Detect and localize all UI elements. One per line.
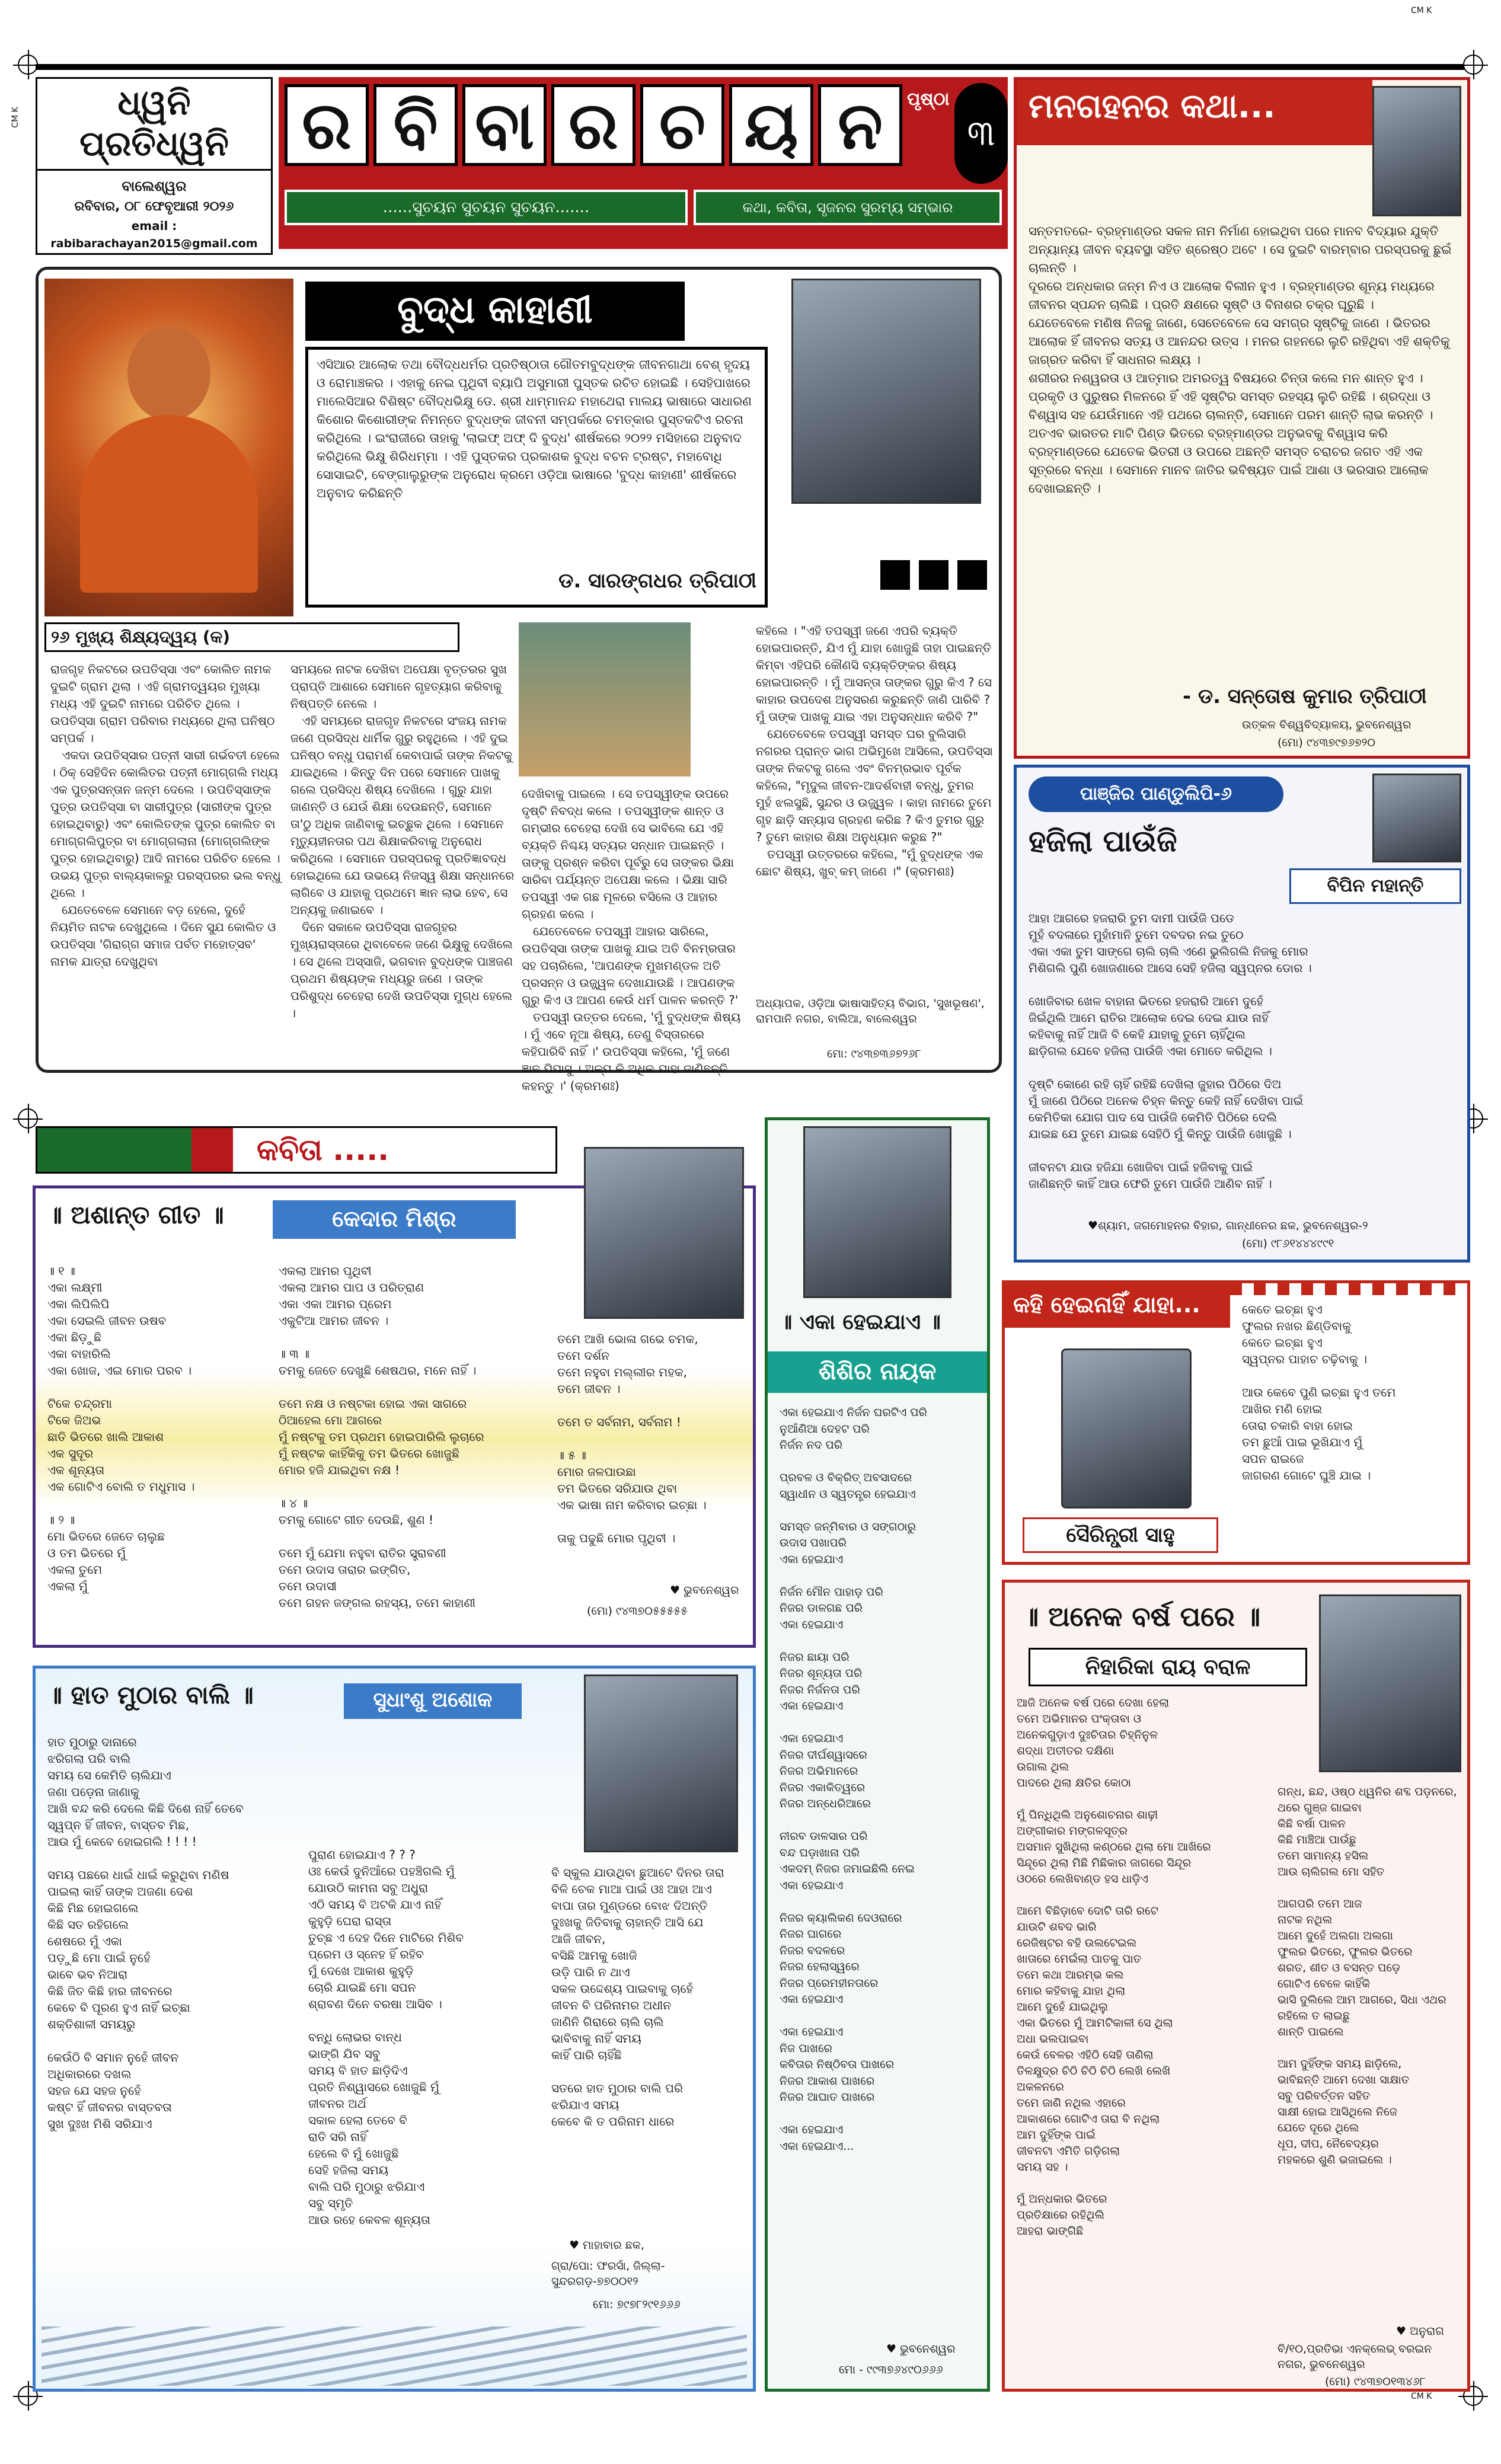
- buddha-footer-addr: ଅଧ୍ୟାପକ, ଓଡ଼ିଆ ଭାଷାସାହିତ୍ୟ ବିଭାଗ, 'ସୁଖଭୂଷଣ', ରାମପାନି ନଗର, ବାଲିଆ, ବାଲେଶ୍ୱର: [756, 997, 985, 1025]
- hatamuthar-title: ॥ ହାତ ମୁଠାର ବାଲି ॥: [47, 1680, 254, 1709]
- ekaheijae-addr: ♥ ଭୁବନେଶ୍ୱର: [886, 2342, 956, 2356]
- logo: ଧ୍ୱନି ପ୍ରତିଧ୍ୱନି: [79, 82, 229, 164]
- title-letter: ବା: [462, 84, 547, 166]
- anek-addr: ♥ ଅନୁରାଗ: [1396, 2325, 1444, 2338]
- kahi-body: କେତେ ଇଚ୍ଛା ହୁଏ ଫୁଲର ନଖର ଛିଣ୍ଡିବାକୁ କେତେ ଇଚ୍ଛା ହୁଏ ସ୍ୱପ୍ନର ପାହାଚ ଚଢ଼ିବାକୁ । ଆଉ କେବେ ପୁଣି ଇଚ୍ଛା ହୁଏ ତମେ ଆଖିର ମଣି ହୋଇ ତୋରା ଚକାରି ବାହା ହୋଇ ତମ ଛୁଆଁ ପାଇ ଭୂଖିଯାଏ ମୁଁ ସପନ ରାଇଜେ ଜାଗରଣ ଗୋଟେ ଘୁଞ୍ଚି ଯାଇ ।: [1242, 1302, 1396, 1482]
- hatamuthar-col2: ପୁରାଣ ହୋଇଯାଏ ? ? ? ଓଃ କେଉଁ ଦୁନିଆଁରେ ପହଞ୍ଚିଗଲି ମୁଁ ଯୋଉଠି କାମନା ସବୁ ଅଧୁରା ଏଠି ସମୟ ବି ଅଟକି ଯାଏ ନାହିଁ କୁହୁଡ଼ି ଘେରା ରାସ୍ତା ତୁଚ୍ଛ ଏ ଦେହ ଦିନେ ମାଟିରେ ମିଶିବ ପ୍ରେମ ଓ ସ୍ନେହ ହିଁ ରହିବ ମୁଁ ଦେଖେ ଆକାଶ କୁହୁଡ଼ି ଚୋରି ଯାଇଛି ମୋ ସପନ ଶ୍ରାବଣ ଦିନେ ବରଷା ଆସିବ । ବନ୍ଧି ଲୋଭର ବାନ୍ଧ ଭାଙ୍ଗି ଯିବ ସବୁ ସମୟ ବି ହାତ ଛାଡ଼ିଦିଏ ପ୍ରତି ନିଶ୍ୱାସରେ ଖୋଜୁଛି ମୁଁ ଜୀବନର ଅର୍ଥ ସକାଳ ହେଲା ତେବେ ବି ରାତି ସରି ନାହିଁ ହେଲେ ବି ମୁଁ ଖୋଜୁଛି ସେହି ହଜିଲା ସମୟ ବାଲି ପରି ମୁଠାରୁ ଝରିଯାଏ ସବୁ ସ୍ମୃତି ଆଉ ରହେ କେବଳ ଶୂନ୍ୟତା: [308, 1848, 464, 2227]
- page-label: ପୃଷ୍ଠା: [907, 89, 950, 110]
- asanta-col1: ॥ ୧ ॥ ଏକା ଲକ୍ଷ୍ମୀ ଏକା ଲିପିଲିପି ଏକା ସେଇଲି ଜୀବନ ଉଷବ ଏକା ଛିଡ଼ୁଛି ଏକା ବାହାରିଲି ଏକା ଖୋଜ, ଏଇ ମୋର ପରବ । ଟିକେ ଚନ୍ଦ୍ରମା ଟିକେ ଜିଅଭ ଛାତି ଭିତରେ ଖାଲି ଆକାଶ ଏକ ସୁଦୂର ଏକ ଶୂନ୍ୟତା ଏକ ଗୋଟିଏ ବୋଲି ତ ମଧୁମାସ । ॥ ୨ ॥ ମୋ ଭିତରେ ଜେତେ ଚାଲୁଛ ଓ ତମ ଭିତରେ ମୁଁ ଏକଲା ତୁମେ ଏକଲା ମୁଁ: [47, 1264, 195, 1593]
- buddha-painting: [44, 279, 293, 616]
- managahana-title: ମନଗହନର କଥା...: [1017, 80, 1372, 145]
- managahana-author: - ଡ. ସନ୍ତୋଷ କୁମାର ତ୍ରିପାଠୀ: [1183, 685, 1427, 708]
- buddha-col2: ସମୟରେ ନାଟକ ଦେଖିବା ଅପେକ୍ଷା ବୃତ୍ତରର ସୁଖ ପ୍ରାପ୍ତି ଆଶାରେ ସେମାନେ ଗୃହତ୍ୟାଗ କରିବାକୁ ନିଷ୍ପତ୍ତି ନେଲେ । ଏହି ସମୟରେ ରାଜଗୃହ ନିକଟରେ ସଂଜୟ ନାମକ ଜଣେ ପ୍ରସିଦ୍ଧ ଧାର୍ମିକ ଗୁରୁ ରହୁଥିଲେ । ଏହି ଦୁଇ ଘନିଷ୍ଠ ବନ୍ଧୁ ପରାମର୍ଶ କେବାପାଇଁ ତାଙ୍କ ନିକଟକୁ ଯାଇଥିଲେ । କିନ୍ତୁ ଦିନ ପରେ ସେମାନେ ପାଖକୁ ଗଲେ ପ୍ରସିଦ୍ଧ ଶିଷ୍ୟ ଦେଖିଲେ । ଗୁରୁ ଯାହା ଜାଣନ୍ତି ଓ ଯେଉଁ ଶିକ୍ଷା ଦେଉଛନ୍ତି, ସେମାନେ ତା'ଠୁ ଅଧିକ ଜାଣିବାକୁ ଇଚ୍ଛୁକ ଥିଲେ । ସେମାନେ ମୃତ୍ୟୁହୀନତାର ପଥ ଶିକ୍ଷାକରିବାକୁ ଅନୁରୋଧ କରିଥିଲେ । ସେମାନେ ପରସ୍ପରକୁ ପ୍ରତିଜ୍ଞାବଦ୍ଧ ହୋଇଥିଲେ ଯେ ଉଭୟେ ନିଜସ୍ୱ ଶିକ୍ଷା ସନ୍ଧାନରେ ଲାଗିବେ ଓ ଯାହାକୁ ପ୍ରଥମେ ଜ୍ଞାନ ଲାଭ ହେବ, ସେ ଅନ୍ୟକୁ ଜଣାଇବେ । ଦିନେ ସକାଳେ ଉପତିସ୍ସା ରାଜଗୃହର ମୁଖ୍ୟରାସ୍ତାରେ ଥିବାବେଳେ ଜଣେ ଭିକ୍ଷୁକୁ ଦେଖିଲେ । ସେ ଥିଲେ ଅସ୍ସାଜି, ଭଗବାନ ବୁଦ୍ଧଙ୍କ ପାଞ୍ଚଜଣ ପ୍ରଥମ ଶିଷ୍ୟଙ୍କ ମଧ୍ୟରୁ ଜଣେ । ତାଙ୍କ ପରିଶୁଦ୍ଧ ଚେହେରା ଦେଖି ଉପତିସ୍ସା ମୁଗ୍ଧ ହେଲେ ।: [290, 662, 515, 1020]
- hatamuthar-author: ସୁଧାଂଶୁ ଅଶୋକ: [344, 1683, 522, 1719]
- panjira-author: ବିପିନ ମହାନ୍ତି: [1289, 868, 1461, 904]
- author-photo: [1061, 1348, 1192, 1509]
- title-letter: ନ: [818, 84, 902, 166]
- date: ରବିବାର, ୦୮ ଫେବୃଆରୀ ୨୦୨୬: [74, 199, 234, 214]
- tagline: କଥା, କବିତା, ସୃଜନର ସୁରମ୍ୟ ସମ୍ଭାର: [694, 190, 1002, 225]
- email[interactable]: rabibarachayan2015@gmail.com: [50, 237, 258, 250]
- asanta-addr: ♥ ଭୁବନେଶ୍ୱର: [670, 1584, 739, 1597]
- managahana-body: ସନ୍ତମତରେ- ବ୍ରହ୍ମାଣ୍ଡର ସକଳ ନାମ ନିର୍ମାଣ ହୋଇଥିବା ପରେ ମାନବ ବିଦ୍ୟାର ଯୁକ୍ତି ଅନ୍ୟାନ୍ୟ ଜୀବନ ବ୍ୟବସ୍ଥା ସହିତ ଶ୍ରେଷ୍ଠ ଅଟେ । ସେ ଦୁଇଟି ବାରମ୍ବାର ପରସ୍ପରକୁ ଛୁଇଁ ଚାଲନ୍ତି । ଦୂରରେ ଅନ୍ଧକାର ଜନ୍ମ ନିଏ ଓ ଆଲୋକ ବିଲୀନ ହୁଏ । ବ୍ରହ୍ମାଣ୍ଡର ଶୂନ୍ୟ ମଧ୍ୟରେ ଜୀବନର ସ୍ପନ୍ଦନ ଚାଲିଛି । ପ୍ରତି କ୍ଷଣରେ ସୃଷ୍ଟି ଓ ବିନାଶର ଚକ୍ର ଘୂରୁଛି । ଯେତେବେଳେ ମଣିଷ ନିଜକୁ ଜାଣେ, ସେତେବେଳେ ସେ ସମଗ୍ର ସୃଷ୍ଟିକୁ ଜାଣେ । ଭିତରର ଆଲୋକ ହିଁ ଜୀବନର ସତ୍ୟ ଓ ଆନନ୍ଦର ଉତ୍ସ । ମନର ଗହନରେ ଲୁଚି ରହିଥିବା ଏହି ଶକ୍ତିକୁ ଜାଗ୍ରତ କରିବା ହିଁ ସାଧନାର ଲକ୍ଷ୍ୟ । ଶରୀରର ନଶ୍ୱରତା ଓ ଆତ୍ମାର ଅମରତ୍ୱ ବିଷୟରେ ଚିନ୍ତା କଲେ ମନ ଶାନ୍ତ ହୁଏ । ପ୍ରକୃତି ଓ ପୁରୁଷର ମିଳନରେ ହିଁ ଏହି ସୃଷ୍ଟିର ସମସ୍ତ ରହସ୍ୟ ଲୁଚି ରହିଛି । ଶ୍ରଦ୍ଧା ଓ ବିଶ୍ୱାସ ସହ ଯେଉଁମାନେ ଏହି ପଥରେ ଚାଲନ୍ତି, ସେମାନେ ପରମ ଶାନ୍ତି ଲାଭ କରନ୍ତି । ଅତଏବ ଭାରତର ମାଟି ପିଣ୍ଡ ଭିତରେ ବ୍ରହ୍ମାଣ୍ଡର ଅନୁଭବକୁ ବିଶ୍ୱାସ କରି ବ୍ରହ୍ମାଣ୍ଡରେ ଯେତେକ ଭିତରୀ ଓ ଉପରେ ଅଛନ୍ତି ସମସ୍ତ ଚରାଚର ଜଗତ ଏହି ଏକ ସୂତ୍ରରେ ବନ୍ଧା । ସେମାନେ ମାନବ ଜାତିର ଭବିଷ୍ୟତ ପାଇଁ ଆଶା ଓ ଭରସାର ଆଲୋକ ଦେଖାଇଛନ୍ତି ।: [1029, 224, 1452, 496]
- title-letter: ୟ: [729, 84, 813, 166]
- anek-phone: (ମୋ) ୯୪୩୭୦୧୩୪୬୮: [1325, 2375, 1426, 2388]
- author-photo: [584, 1674, 738, 1852]
- title-letter: ର: [285, 84, 369, 166]
- anek-title: ॥ ଅନେକ ବର୍ଷ ପରେ ॥: [1023, 1600, 1261, 1632]
- hatamuthar-addr: ♥ ମାହାବାର ଛକ,: [569, 2239, 644, 2252]
- buddha-footer-phone: ମୋ: ୯୪୩୭୩୬୭୨୬୮: [827, 1047, 921, 1060]
- email-label: email :: [131, 219, 177, 233]
- title-letter: ଚ: [640, 84, 724, 166]
- asanta-section: [33, 1185, 756, 1648]
- panjira-addr: ♥ଶ୍ୟାମ, ଜଗମୋହନର ବିହାର, ଗାନ୍ଧୀନେର ଛକ, ଭୁବନେଶ୍ୱର-୨: [1088, 1219, 1368, 1232]
- hatamuthar-section: [33, 1666, 756, 2392]
- kahi-section: [1002, 1280, 1470, 1565]
- hatamuthar-col3: ବି ସ୍କୁଲ ଯାଉଥିବା ଛୁଆଟେ ଦିନର ତାରା ବିଳି ଚେକ ମାଆ ପାଇଁ ଓଃ ଆହା ଆଏ ବାପା ତାର ମୁଣ୍ଡରେ ବୋଝ ଦିଅନ୍ତି ଦୁଃଖକୁ ଜିତିବାକୁ ଚାହାନ୍ତି ଆସି ଯେ ଆଜି ଜୀବନ, ବସିଛି ଆମକୁ ଖୋଜି ଉଡ଼ି ପାରି ନ ଥାଏ ସକଳ ଉଦ୍ଦେଶ୍ୟ ପାଇବାକୁ ଚାହେଁ ଜୀବନ ବି ପରିନାମର ଅଧୀନ ଜାଣିନି ଗିରାରେ ଚାଲି ଚାଲି ଭାବିବାକୁ ନାହିଁ ସମୟ କାହିଁ ପାରି ଚାହିଁଛି ସତରେ ହାତ ମୁଠାର ବାଲି ପରି ଝରିଯାଏ ସମୟ କେବେ କି ତ ପରିନାମ ଧାରେ: [551, 1865, 724, 2129]
- masthead-info: [36, 77, 273, 255]
- buddha-robe-icon: [80, 415, 258, 593]
- deco-block: [957, 560, 987, 590]
- buddha-head-icon: [127, 326, 210, 421]
- cmk-bottom: CM K: [1411, 2392, 1432, 2401]
- title-letter: ର: [551, 84, 635, 166]
- anek-section: [1002, 1580, 1470, 2392]
- author-photo: [1372, 774, 1461, 862]
- author-photo: [1372, 86, 1461, 216]
- hatamuthar-addr2: ଗ୍ରା/ପୋ: ଫରସାଁ, ଜିଲ୍ଲା- ସୁନ୍ଦରଗଡ଼-୭୭୦୦୧୨: [551, 2260, 665, 2288]
- managahana-phone: (ମୋ) ୯୪୩୭୯୭୬୭୨୦: [1278, 736, 1375, 749]
- buddha-section: [36, 267, 1002, 1093]
- managahana-section: [1014, 77, 1470, 759]
- asanta-col2: ଏକଲା ଆମର ପୃଥିବୀ ଏକଲା ଆମର ପାପ ଓ ପରିତ୍ରାଣ ଏକା ଏକା ଆମର ପ୍ରେମ ଏକୁଟିଆ ଆମର ଜୀବନ । ॥ ୩ ॥ ତମକୁ ଜେତେ ଦେଖୁଛି ଶେଷଥର, ମନେ ନାହିଁ । ତମେ ନକ୍ଷ ଓ ନଷ୍ଟକା ହୋଇ ଏକା ସାଗରେ ଠିଆହେଲ ମୋ ଆଗରେ ମୁଁ ନଷ୍ଟକୁ ତମ ପ୍ରଥମ ହୋଇପାରିଲି ଲୁଚାରେ ମୁଁ ନଷ୍ଟକ କାହିଁକିକୁ ତମ ଭିତରେ ଖୋଜୁଛି ମୋର ହଜି ଯାଇଥିବା ନକ୍ଷ ! ॥ ୪ ॥ ତମକୁ ଗୋଟେ ଗୀତ ଦେଉଛି, ଶୁଣ ! ତମେ ମୁଁ ଯେମା ନହୁବା ରାତିର ସ୍ତ୍ରାବଣୀ ତମେ ଉଦାସ ତାରାର ଇଙ୍ଗିତ, ତମେ ଉଦାସୀ ତମେ ଗହନ ଜଙ୍ଗଲ ରହସ୍ୟ, ତମେ କାହାଣୀ: [279, 1264, 484, 1610]
- ekaheijae-section: [765, 1117, 990, 2392]
- buddha-title: ବୁଦ୍ଧ କାହାଣୀ: [305, 282, 685, 341]
- deco-block: [880, 560, 910, 590]
- buddha-intro: ଏସିଆର ଆଲୋକ ତଥା ବୌଦ୍ଧଧର୍ମର ପ୍ରତିଷ୍ଠାତା ଗୌତମବୁଦ୍ଧଙ୍କ ଜୀବନଗାଥା ବେଶ୍ ହୃଦୟ ଓ ରୋମାଞ୍ଚକର । ଏହାକୁ ନେଇ ପୃଥିବୀ ବ୍ୟାପି ଅସୁମାରୀ ପୁସ୍ତକ ରଚିତ ହୋଇଛି । ସେହିପାଖରେ ମାଲେସିଆର ବିଶିଷ୍ଟ ବୌଦ୍ଧଭିକ୍ଷୁ ଡେ. ଶ୍ରୀ ଧାମ୍ମାନନ୍ଦ ମହାଥେରା ମାଲୟ ଭାଷାରେ ସାଧାରଣ କିଶୋର କିଶୋରୀଙ୍କ ନିମନ୍ତେ ବୁଦ୍ଧଙ୍କ ଜୀବନୀ ସମ୍ପର୍କରେ ଚମତ୍କାର ପୁସ୍ତକଟିଏ ରଚନା କରିଥିଲେ । ଇଂରାଜୀରେ ତାହାକୁ 'ଲାଇଫ୍ ଅଫ୍ ଦି ବୁଦ୍ଧ' ଶୀର୍ଷକରେ ୨୦୨୨ ମସିହାରେ ଅନୁବାଦ କରିଥିଲେ ଭିକ୍ଷୁ ଶିରିଧମ୍ମା । ଏହି ପୁସ୍ତକର ପ୍ରକାଶକ ବୁଦ୍ଧ ବଚନ ଟ୍ରଷ୍ଟ, ମହାବୋଧି ସୋସାଇଟି, ବେଙ୍ଗାଲୁରୁଙ୍କ ଅନୁରୋଧ କ୍ରମେ ଓଡ଼ିଆ ଭାଷାରେ 'ବୁଦ୍ଧ କାହାଣୀ' ଶୀର୍ଷକରେ ଅନୁବାଦ କରିଛନ୍ତି: [317, 357, 756, 500]
- city: ବାଲେଶ୍ୱର: [122, 178, 187, 194]
- asanta-author: କେଦାର ମିଶ୍ର: [273, 1200, 516, 1239]
- buddha-col1: ରାଜଗୃହ ନିକଟରେ ଉପତିସ୍ସା ଏବଂ କୋଲିତ ନାମକ ଦୁଇଟି ଗ୍ରାମ ଥିଲା । ଏହି ଗ୍ରାମଦ୍ୱୟର ମୁଖ୍ୟା ମଧ୍ୟ ଏହି ଦୁଇଟି ନାମରେ ପରିଚିତ ଥିଲେ । ଉପତିସ୍ସା ଗ୍ରାମ ପରିବାର ମଧ୍ୟରେ ଥିଲା ଘନିଷ୍ଠ ସମ୍ପର୍କ । ଏକଦା ଉପତିସ୍ସାର ପତ୍ନୀ ସାରୀ ଗର୍ଭବତୀ ହେଲେ । ଠିକ୍ ସେହିଦିନ କୋଲିତର ପତ୍ନୀ ମୋଗ୍ଗଲି ମଧ୍ୟ ଏକ ପୁତ୍ରସନ୍ତାନ ଜନ୍ମ ଦେଲେ । ଉପତିସ୍ସାଙ୍କ ପୁତ୍ର ଉପତିସ୍ସା ବା ସାରୀପୁତ୍ର (ସାରୀଙ୍କ ପୁତ୍ର ହୋଇଥିବାରୁ) ଏବଂ କୋଲିତଙ୍କ ପୁତ୍ର କୋଲିତ ବା ମୋଗ୍ଗଲିପୁତ୍ର ବା ମୋଗ୍ଗଲାନା (ମୋଗ୍ଗଲିଙ୍କ ପୁତ୍ର ହୋଇଥିବାରୁ) ଆଦି ନାମରେ ପରିଚିତ ହେଲେ । ଉଭୟ ପୁତ୍ର ବାଲ୍ୟକାଳରୁ ପରସ୍ପରର ଭଲ ବନ୍ଧୁ ଥିଲେ । ଯେତେବେଳେ ସେମାନେ ବଡ଼ ହେଲେ, ଦୁହେଁ ନିୟମିତ ନାଟକ ଦେଖୁଥିଲେ । ଦିନେ ସୁଯ କୋଲିତ ଓ ଉପତିସ୍ସା 'ଗିରାଗ୍ଗ ସମାଜ ପର୍ବତ ମହୋତ୍ସବ' ନାମକ ଯାତ୍ରା ଦେଖୁଥିବା: [50, 662, 281, 969]
- deco-block: [919, 560, 948, 590]
- registration-mark-mid-left: [18, 1108, 38, 1129]
- buddha-col3: ଦେଖିବାକୁ ପାଇଲେ । ସେ ତପସ୍ୱୀଙ୍କ ଉପରେ ଦୃଷ୍ଟି ନିବଦ୍ଧ କଲେ । ତପସ୍ୱୀଙ୍କ ଶାନ୍ତ ଓ ଗମ୍ଭୀର ଚେହେରା ଦେଖି ସେ ଭାବିଲେ ଯେ ଏହି ବ୍ୟକ୍ତି ନିଶ୍ଚୟ ସତ୍ୟର ସନ୍ଧାନ ପାଇଛନ୍ତି । ତାଙ୍କୁ ପ୍ରଶ୍ନ କରିବା ପୂର୍ବରୁ ସେ ତାଙ୍କର ଭିକ୍ଷା ସାରିବା ପର୍ଯ୍ୟନ୍ତ ଅପେକ୍ଷା କଲେ । ଭିକ୍ଷା ସାରି ତପସ୍ୱୀ ଏକ ଗଛ ମୂଳରେ ବସିଲେ ଓ ଆହାର ଗ୍ରହଣ କଲେ । ଯେତେବେଳେ ତପସ୍ୱୀ ଆହାର ସାରିଲେ, ଉପତିସ୍ସା ତାଙ୍କ ପାଖକୁ ଯାଇ ଅତି ବିନମ୍ରତାର ସହ ପଚାରିଲେ, 'ଆପଣଙ୍କ ମୁଖମଣ୍ଡଳ ଅତି ପ୍ରସନ୍ନ ଓ ଉଜ୍ଜ୍ୱଳ ଦେଖାଯାଉଛି । ଆପଣଙ୍କ ଗୁରୁ କିଏ ଓ ଆପଣ କେଉଁ ଧର୍ମ ପାଳନ କରନ୍ତି ?' ତପସ୍ୱୀ ଉତ୍ତର ଦେଲେ, 'ମୁଁ ବୁଦ୍ଧଙ୍କ ଶିଷ୍ୟ । ମୁଁ ଏବେ ନୂଆ ଶିଷ୍ୟ, ତେଣୁ ବିସ୍ତାରରେ କହିପାରିବି ନାହିଁ ।' ଉପତିସ୍ସା କହିଲେ, 'ମୁଁ ଜଣେ ଜ୍ଞାନ ପିପାସୁ । ଅଳ୍ପ କି ଅଧିକ ଯାହା ଜାଣିଛନ୍ତି କହନ୍ତୁ ।' (କ୍ରମଶଃ): [522, 787, 741, 1093]
- managahana-addr: ଉତ୍କଳ ବିଶ୍ୱବିଦ୍ୟାଳୟ, ଭୁବନେଶ୍ୱର: [1242, 718, 1411, 731]
- author-photo: [803, 1126, 951, 1298]
- asanta-title: ॥ ଅଶାନ୍ତ ଗୀତ ॥: [47, 1200, 224, 1229]
- masthead-title: [279, 77, 1008, 249]
- anek-col2: ଗନ୍ଧ, ଛନ୍ଦ, ଓଷ୍ଠ ଧ୍ୱନିର ଶବ୍ଦ ପଡ଼ନରେ, ଥରେ ଗୁଞ୍ଜ ଗାଇବା କିଛି ବର୍ଷା ପାଳନ କିଛି ମାଞ୍ଚିଆ ପାଉଁଛୁ ତମେ ସାମାନ୍ୟ ହସିଲ ଆଉ ଚାଲିଗଲ ମୋ ସହିତ ଆଗପରି ତମେ ଆଜ ନାଟକ ନଥିଲ ଆମେ ଦୁହେଁ ଅଲଗା ଅଲଗା ଫୁଲର ଭିତରେ, ଫୁଲର ଭିତରେ ଶରତ, ଶୀତ ଓ ବସନ୍ତ ପଡ଼େ ଗୋଟିଏ ବେଳେ କାହିଁକି ଭାସି ଦୁଲିଲେ ଆମ ଆଗରେ, ସିଧା ଏଥର ରହିଲେ ତ ଲାଇଛୁ ଶାନ୍ତି ପାଇଲେ ଆମ ଦୁହିଁଙ୍କ ସମୟ ଛାଡ଼ିଲେ, ଭାବିଛନ୍ତି ଆମେ ଦେଖା ସାକ୍ଷାତ ସବୁ ପରିବର୍ତ୍ତନ ସହିତ ସାକ୍ଷୀ ହୋଇ ଆସିଥିଲେ ନିଜେ ଯେତେ ଦୂରେ ଥିଲେ ଧୂପ, ଦୀପ, ନୈବେଦ୍ୟର ମହକରେ ଶୁଣି ଭଜାଇଲେ ।: [1278, 1785, 1457, 2166]
- episode-title: ୨୬ ମୁଖ୍ୟ ଶିକ୍ଷ୍ୟଦ୍ୱୟ (କ): [44, 622, 459, 652]
- kabita-banner: [36, 1126, 557, 1174]
- anek-addr2: ବି/୧୦,ପ୍ରତିଭା ଏନକ୍ଲେଭ୍ ବରଇନ ନଗର, ଭୁବନେଶ୍ୱର: [1278, 2342, 1432, 2371]
- anek-author: ନିହାରିକା ରାୟ ବରାଳ: [1029, 1648, 1307, 1686]
- buddha-author: ଡ. ସାରଙ୍ଗଧର ତ୍ରିପାଠୀ: [558, 569, 756, 593]
- cmk-top: CM K: [1411, 6, 1432, 15]
- panjira-section: [1014, 765, 1470, 1263]
- ekaheijae-body: ଏକା ହେଇଯାଏ ନିର୍ଜନ ଘରଟିଏ ପରି ନୁଆଁଣିଆ ଦେହଟ ପରି ନିର୍ଜନ ନଦ ପରି ପ୍ରବଳ ଓ ବିକ୍ରିତ୍ ଅବସାଦରେ ସ୍ୱାଧୀନ ଓ ସ୍ୱତନ୍ତ୍ର ହେଇଯାଏ ସମସ୍ତ ଜନ୍ମିବାର ଓ ସଙ୍ଗଠାରୁ ଉଦାସ ପଖାପରି ଏକା ହେଇଯାଏ ନିର୍ଜନ ମୌନ ପାହାଡ଼ ପରି ନିଜର ଡାଳଗଛ ପରି ଏକା ହେଇଯାଏ ନିଜର ଛାୟା ପରି ନିଜର ଶୂନ୍ୟତା ପରି ନିଜର ନିର୍ଜନତା ପରି ଏକା ହେଇଯାଏ ଏକା ହେଇଯାଏ ନିଜର ଦୀର୍ଘଶ୍ୱାସରେ ନିଜର ଅଭିମାନରେ ନିଜର ଏକାକିତ୍ୱରେ ନିଜର ଅନ୍ଧେରିଆରେ ନୀରବ ଡାଳସାର ପରି ବନ୍ଦ ଘଡ଼ାଖାନା ପରି ଏକଦମ୍ ନିଜର ଜମାଇଛିଲି ନେଇ ଏକା ହେଇଯାଏ ନିଜର କ୍ୟାଲିକଣ ଦେଓରାରେ ନିଜର ଘାଗରେ ନିଜର ବଦଳରେ ନିଜର ହେଲାସ୍ୱରେ ନିଜର ପ୍ରେମହୀନତାରେ ଏକା ହେଇଯାଏ ଏକା ହେଇଯାଏ ନିଜ ପାଖରେ କବିତାର ନିଷ୍ଠିବତା ପାଖରେ ନିଜର ଆକାଶ ପାଖରେ ନିଜର ଆଘାତ ପାଖରେ ଏକା ହେଇଯାଏ ଏକା ହେଇଯାଏ...: [780, 1406, 927, 2153]
- ekaheijae-title: ॥ ଏକା ହେଇଯାଏ ॥: [780, 1310, 941, 1334]
- panjira-body: ଆହା ଆଗରେ ହଜରାରି ତୁମ ଦାମୀ ପାଉଁଜି ପଡେ ମୁହଁ ବଦଳାରେ ମୁହାଁମାନି ତୁମେ ଦବଦର ନଇ ତୁଠେ ଏକା ଏକା ତୁମ ସାଙ୍ଗେ ଚାଲି ଚାଲି ଏଣେ ଭୁଲିଗଲି ନିଜକୁ ମୋର ମିଶିଗଲି ପୁଣି ଖୋଜଣାରେ ଆସେ ସେହି ହଜିଲା ସ୍ୱପ୍ନର ଡୋର । ଖୋଜିବାର ଖେଳ ବାହାନା ଭିତରେ ହଜରାରି ଆମେ ଦୁହେଁ ଜିଇଁଥିଲି ଆମେ ରାତିର ଆଲୋକ ଦେଇ ଦେଇ ଯାଉ ନାହିଁ କହିବାକୁ ନାହିଁ ଆଜି ବି କେହି ଯାହାକୁ ତୁମେ ଚାହିଁଥିଲ ଛାଡ଼ିଗଲ ଯେବେ ହଜିଲା ପାଉଁଜି ଏକା ମୋତେ କରିଥିଲ । ଦୃଷ୍ଟି କୋଣେ ରହି ଚାହିଁ ରହିଛି ଦେଖିଲା ଜୁହାର ପିଠିରେ ଦିଅ ମୁଁ ଜାଣେ ପିଠିରେ ଅନେକ ଚିହ୍ନ କିନ୍ତୁ କେହି ନାହିଁ ଦେଖିବା ପାଇଁ କେମିତିକା ଯୋଗ ପାଦ ସେ ପାଉଁଜି କେମିତି ପିଠିରେ ଦେଲି ଯାଇଛ ଯେ ତୁମେ ଯାଇଛ ସେହିଠି ମୁଁ କିନ୍ତୁ ପାଉଁଜି ଖୋଜୁଛି । ଜୀବନଟା ଯାଉ ହଜିଯା ଖୋଜିବା ପାଇଁ ହଜିବାକୁ ପାଇଁ ଜାଣିଛନ୍ତି କାହିଁ ଆଉ ଫେରି ତୁମେ ପାଉଁଜି ଆଣିବ ନାହିଁ ।: [1029, 911, 1312, 1191]
- ekaheijae-author: ଶିଶିର ନାୟକ: [768, 1351, 987, 1393]
- panjira-title: ହଜିଲା ପାଉଁଜି: [1029, 824, 1177, 858]
- author-photo: [791, 279, 981, 504]
- banner-red-block: [191, 1128, 233, 1172]
- top-rule: [36, 64, 1464, 70]
- kabita-label: କବିତା .....: [233, 1128, 555, 1172]
- registration-mark-top-left: [18, 55, 38, 75]
- page-number: ୩: [954, 83, 1008, 184]
- mountains-decoration: [41, 2326, 747, 2386]
- kahi-author: ସୈରିନ୍ଧ୍ରୀ ସାହୁ: [1023, 1517, 1218, 1553]
- ekaheijae-phone: ମୋ - ୯୯୩୭୬୪୯୦୬୬୬: [839, 2363, 943, 2376]
- cmk-side: CM K: [10, 107, 20, 128]
- monks-illustration: [519, 622, 691, 776]
- buddha-col4: କହିଲେ । "ଏହି ତପସ୍ୱୀ ଜଣେ ଏପରି ବ୍ୟକ୍ତି ହୋଇପାରନ୍ତି, ଯିଏ ମୁଁ ଯାହା ଖୋଜୁଛି ତାହା ପାଇଛନ୍ତି କିମ୍ବା ଏହିପରି କୌଣସି ବ୍ୟକ୍ତିଙ୍କର ଶିଷ୍ୟ ହୋଇପାରନ୍ତି । ମୁଁ ଆସନ୍ତା ତାଙ୍କର ଗୁରୁ କିଏ ? ସେ କାହାର ଉପଦେଶ ଅନୁସରଣ କରୁଛନ୍ତି ଜାଣି ପାରିବି ? ମୁଁ ତାଙ୍କ ପାଖକୁ ଯାଇ ଏହା ଅନୁସନ୍ଧାନ କରିବି ?" ଯେତେବେଳେ ତପସ୍ୱୀ ସମସ୍ତ ଘର ବୁଲିସାରି ନଗରର ପ୍ରାନ୍ତ ଭାଗ ଅଭିମୁଖେ ଆସିଲେ, ଉପତିସ୍ସା ତାଙ୍କ ନିକଟକୁ ଗଲେ ଏବଂ ବିନମ୍ରଭାବ ପୂର୍ବକ କହିଲେ, "ମୃଦୁଲ ଜୀବନ-ଆଦର୍ଶବାହୀ ବନ୍ଧୁ, ତୁମର ମୁହଁ ଝଲସୁଛି, ସୁନ୍ଦର ଓ ଉଜ୍ଜ୍ୱଳ । କାହା ନାମରେ ତୁମେ ଗୃହ ଛାଡ଼ି ସନ୍ୟାସ ଗ୍ରହଣ କରିଛ ? କିଏ ତୁମର ଗୁରୁ ? ତୁମେ କାହାର ଶିକ୍ଷା ଅନୁଧ୍ୟାନ କରୁଛ ?" ତପସ୍ୱୀ ଉତ୍ତରରେ କହିଲେ, "ମୁଁ ବୁଦ୍ଧଙ୍କ ଏକ ଛୋଟ ଶିଷ୍ୟ, ଖୁବ୍ କମ୍ ଜାଣେ ।" (କ୍ରମଶଃ): [756, 624, 993, 878]
- banner-green-block: [37, 1128, 191, 1172]
- author-photo: [584, 1147, 744, 1319]
- title-letter: ବି: [373, 84, 458, 166]
- slogan: ......ସୁଚୟନ ସୁଚୟନ ସୁଚୟନ.......: [285, 190, 688, 225]
- panjira-phone: (ମୋ) ୯୮୬୧୪୪୪୯୯୧: [1242, 1237, 1334, 1250]
- kahi-title: କହି ହେଇନାହିଁ ଯାହା...: [1005, 1283, 1230, 1328]
- asanta-phone: (ମୋ) ୯୪୩୭୦୫୫୫୫୫: [587, 1605, 688, 1618]
- author-photo: [1319, 1594, 1461, 1772]
- hatamuthar-phone: ମୋ: ୭୯୭୮୨୯୧୬୬୬: [593, 2298, 681, 2311]
- hatamuthar-col1: ହାତ ମୁଠାରୁ ଦାନାରେ ଝରିଗଲା ପରି ବାଲି ସମୟ ସେ କେମିତି ଚାଲିଯାଏ ଜଣା ପଡ଼େନା ଜାଣାକୁ ଆଖି ବନ୍ଦ କରି ଦେଲେ କିଛି ଦିଶେ ନାହିଁ ତେବେ ସ୍ୱପ୍ନ ହିଁ ଜୀବନ, ବାସ୍ତବ ମିଛ, ଆଉ ମୁଁ କେବେ ହୋଇଗଲି ! ! ! ! ସମୟ ପଛରେ ଧାଇଁ ଧାଇଁ କରୁଥିବା ମଣିଷ ପାଇଲା କାହିଁ ତାଙ୍କ ଅଜଣା ଦେଶ କିଛି ମିଛ ହୋଇଗଲେ କିଛି ସତ ରହିଗଲେ ଶେଷରେ ମୁଁ ଏକା ପଡ଼ୁଛି ମୋ ପାଇଁ ନୁହେଁ ଭାବେ ଭବ ନିଆରା କିଛି ଜିତ କିଛି ହାର ଜୀବନରେ କେବେ ବି ପୂରଣ ହୁଏ ନାହିଁ ଇଚ୍ଛା ଶକ୍ତିଶାଳୀ ସମୟରୁ କେଉଁଠି ବି ସମାନ ନୁହେଁ ଜୀବନ ଅଧିକାରରେ ଦଖଲ ସହଜ ଯେ ସହଜ ନୁହେଁ କଷ୍ଟ ହିଁ ଜୀବନର ବାସ୍ତବତା ସୁଖ ଦୁଃଖ ମିଶି ସରିଯାଏ: [47, 1735, 244, 2131]
- asanta-col3: ତମେ ଆଖି ଭୋଳା ଗଭେ ଚମକ, ତମେ ଦର୍ଶନ ତମେ ନହୁବା ମଲ୍ଲୀର ମହକ, ତମେ ଜୀବନ । ତମେ ତ ସର୍ବନାମ, ସର୍ବନାମ ! ॥ ୫ ॥ ମୋର ଜଳପାଉଛା ତମ ଭିତରେ ସରିଯାଉ ଥିବା ଏକ ଭାଷା ନାମ କରିବାର ଇଚ୍ଛା । ତାକୁ ପଢୁଛି ମୋର ପୃଥିବୀ ।: [557, 1332, 707, 1545]
- registration-mark-top-right: [1463, 55, 1483, 75]
- checker-decoration: [1230, 1283, 1467, 1295]
- panjira-header: ପାଞ୍ଜିର ପାଣ୍ଡୁଲିପି-୬: [1029, 776, 1283, 812]
- anek-col1: ଆଜି ଅନେକ ବର୍ଷ ପରେ ଦେଖା ହେଲା ତମେ ଅଭିମାନର ପଂକ୍ତାବା ଓ ଅନେକଗୁଡ଼ାଏ ଦୁଃଚିତାର ଚିହ୍ନିନୁଳ ଶଦ୍ଧା ଅତୀତର ଦକ୍ଷିଣା ଉଗାଲ ଥିଲ ପାଦରେ ଥିଲା କ୍ଷତିର କୋଠା ମୁଁ ପିନ୍ଧିଥିଲି ଅନୁଶୋଚନାର ଶାଢ଼ୀ ଅଙ୍ଗୀକାର ମଙ୍ଗଳସୂତ୍ର ଅସମାନ ସୁଖିଥିଲା କଣ୍ଠରେ ଥିଲା ମୋ ଆଖିରେ ସିନ୍ଦୂରେ ଥିଲା ମିଛି ମିଛିକାର ଜାଗରେ ସିନ୍ଦୂର ଓଠରେ ଲେଖିବାଣ୍ଡ ହସ ଧାଡ଼ିଏ ଆମେ ବିଛିଡ଼ାବେ ଦୋଟି ତାରି ରଟେ ଯାଉଟି ଶବଦ ଭାରି ରେଜିଷ୍ଟର ବହି ଉଲଟେଇଲ ଖାତାରେ ମେଇଁଲା ପାତକୁ ପାତ ତମେ କଥା ଆରମ୍ଭ କଲ ମୋର କହିବାକୁ ଯାହା ଥିଲା ଆମେ ଦୁହେଁ ଯାଇଥିଲୁ ଏକା ଭିତରେ ମୁଁ ଆମଟିକାଳୀ ସେ ଥିଲା ଅଧା ଭଲପାଇବା କେଉଁ ବେଳର ଏହିଠି ସେହି ତାଣିଲା ତିଳକ୍ଷୁଦ୍ର ଚିଠି ଚିଠି ଚିଠି ଲେଖି ଲେଖି ଅକଳନରେ ତମେ ଜାଣି ନଥିଲ ଏହାରେ ଆକାଶରେ ଗୋଟିଏ ତାରା ବି ନଥିଲା ଆମ ଦୁହିଁଙ୍କ ପାଇଁ ଜୀବନଟା ଏମିତି ଗଡ଼ିଗଲା ସମୟ ସହ । ମୁଁ ଅନ୍ଧକାର ଭିତରେ ପ୍ରତିକ୍ଷାରେ ରହିଥିଲି ଆହରା ଭାଙ୍ଗିଛି: [1017, 1696, 1211, 2238]
